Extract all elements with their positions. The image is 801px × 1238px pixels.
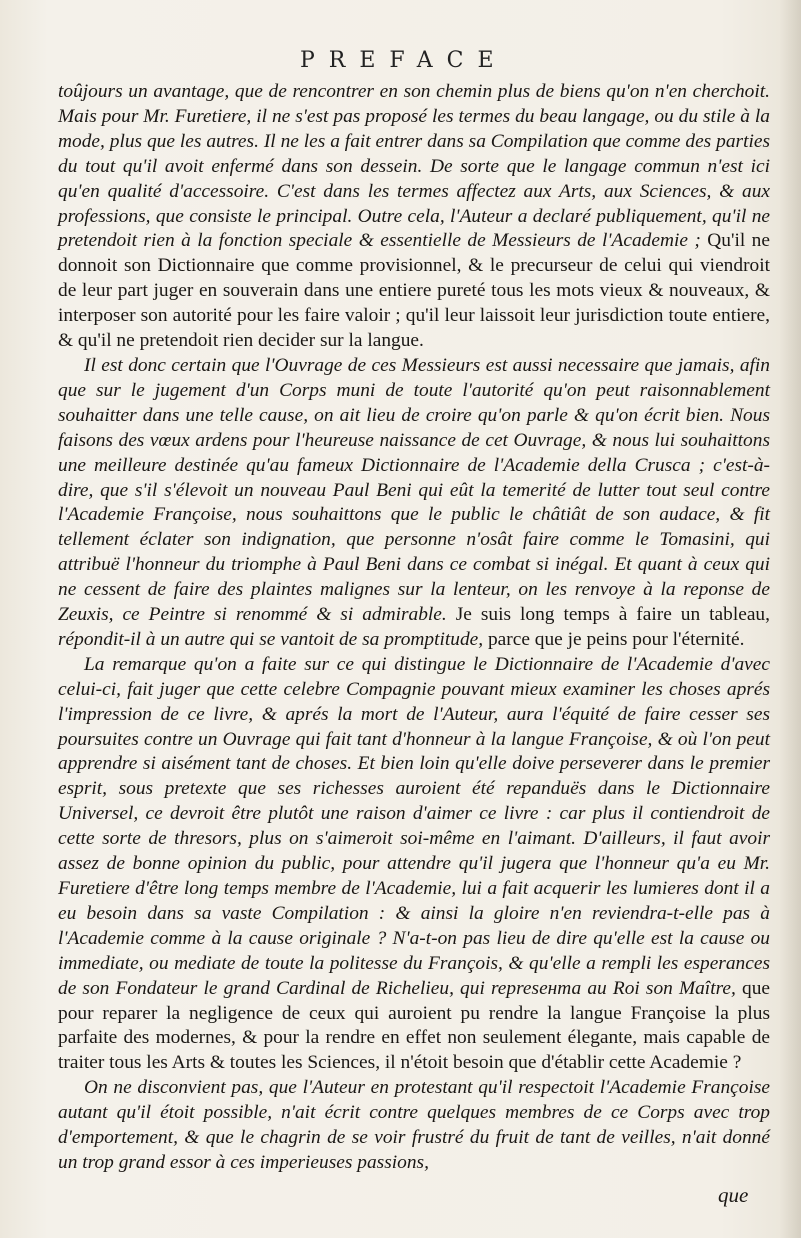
roman-text-run: Je suis long temps à faire un tableau, bbox=[455, 604, 770, 626]
roman-text-run: que pour reparer la negligence de ceux qui auroient pu rendre la langue Françoise la plus parfaite des modernes, & pour la rendre en effet non seulement élegante, mais capable de traiter tous les Arts & toutes les Sciences, il n'étoit besoin que d'établir cette Academie ? bbox=[58, 977, 770, 1074]
paragraph bbox=[58, 354, 770, 653]
body-text bbox=[58, 80, 770, 1176]
roman-text-run: Qu'il ne donnoit son Dictionnaire que comme provisionnel, & le precurseur de celui qui viendroit de leur part juger en souverain dans une entiere pureté tous les mots vieux & nouveaux, & interposer son autorité pour les faire valoir ; qu'il leur laissoit leur jurisdiction toute entiere, & qu'il ne pretendoit rien decider sur la langue. bbox=[58, 230, 770, 352]
italic-text-run: toûjours un avantage, que de rencontrer en son chemin plus de biens qu'on n'en cherchoit. Mais pour Mr. Furetiere, il ne s'est pas proposé les termes du beau langage, ou du stile à la mode, plus que les autres. Il ne les a fait entrer dans sa Compilation que comme des parties du tout qu'il avoit enfermé dans son dessein. De sorte que le langage commun n'est ici qu'en qualité d'accessoire. C'est dans les termes affectez aux Arts, aux Sciences, & aux professions, que consiste le principal. Outre cela, l'Auteur a declaré publiquement, qu'il ne pretendoit rien à la fonction speciale & essentielle de Messieurs de l'Academie ; bbox=[58, 81, 770, 252]
italic-text-run: répondit-il à un autre qui se vantoit de sa promptitude, bbox=[58, 628, 488, 650]
running-head: PREFACE bbox=[300, 48, 508, 73]
paragraph bbox=[58, 653, 770, 1076]
page-edge-shadow bbox=[779, 0, 801, 1238]
italic-text-run: Il est donc certain que l'Ouvrage de ces Messieurs est aussi necessaire que jamais, afin que sur le jugement d'un Corps muni de toute l'autorité qu'on peut raisonnablement souhaitter dans une telle cause, on ait lieu de croire qu'on parle & qu'on écrit bien. Nous faisons des vœux ardens pour l'heureuse naissance de cet Ouvrage, & nous lui souhaittons une meilleure destinée qu'au fameux Dictionnaire de l'Academie della Crusca ; c'est-à-dire, que s'il s'élevoit un nouveau Paul Beni qui eût la temerité de lutter tout seul contre l'Academie Françoise, nous souhaittons que le public le châtiât de son audace, & fit tellement éclater son indignation, que personne n'osât faire comme le Tomasini, qui attribuë l'honneur du triomphe à Paul Beni dans ce combat si inégal. Et quant à ceux qui ne cessent de faire des plaintes malignes sur la lenteur, on les renvoye à la reponse de Zeuxis, ce Peintre si renommé & si admirable. bbox=[58, 354, 770, 626]
paragraph bbox=[58, 80, 770, 354]
paragraph bbox=[58, 1076, 770, 1176]
catchword: que bbox=[718, 1183, 749, 1207]
italic-text-run: On ne disconvient pas, que l'Auteur en protestant qu'il respectoit l'Academie Françoise autant qu'il étoit possible, n'ait écrit contre quelques membres de ce Corps avec trop d'emportement, & que le chagrin de se voir frustré du fruit de tant de veilles, n'ait donné un trop grand essor à ces imperieuses passions, bbox=[58, 1077, 770, 1173]
italic-text-run: La remarque qu'on a faite sur ce qui distingue le Dictionnaire de l'Academie d'avec celui-ci, fait juger que cette celebre Compagnie pouvant mieux examiner les choses aprés l'impression de ce livre, & aprés la mort de l'Auteur, aura l'équité de faire cesser ses poursuites contre un Ouvrage qui fait tant d'honneur à la langue Françoise, & où l'on peut apprendre si aisément tant de choses. Et bien loin qu'elle doive perseverer dans le premier esprit, sous pretexte que ses richesses auroient été repanduës dans le Dictionnaire Universel, ce devroit être plutôt une raison d'aimer ce livre : car plus il contiendroit de cette sorte de thresors, plus on s'aimeroit soi-même en l'aimant. D'ailleurs, il faut avoir assez de bonne opinion du public, pour attendre qu'il jugera que l'honneur qu'a eu Mr. Furetiere d'être long temps membre de l'Academie, lui a fait acquerir les lumieres dont il a eu besoin dans sa vaste Compilation : & ainsi la gloire n'en reviendra-t-elle pas à l'Academie comme à la cause originale ? N'a-t-on pas lieu de dire qu'elle est la cause ou immediate, ou mediate de toute la politesse du François, & qu'elle a rempli les esperances de son Fondateur le grand Cardinal de Richelieu, qui represента au Roi son Maître, bbox=[58, 653, 770, 999]
roman-text-run: parce que je peins pour l'éternité. bbox=[487, 628, 745, 650]
